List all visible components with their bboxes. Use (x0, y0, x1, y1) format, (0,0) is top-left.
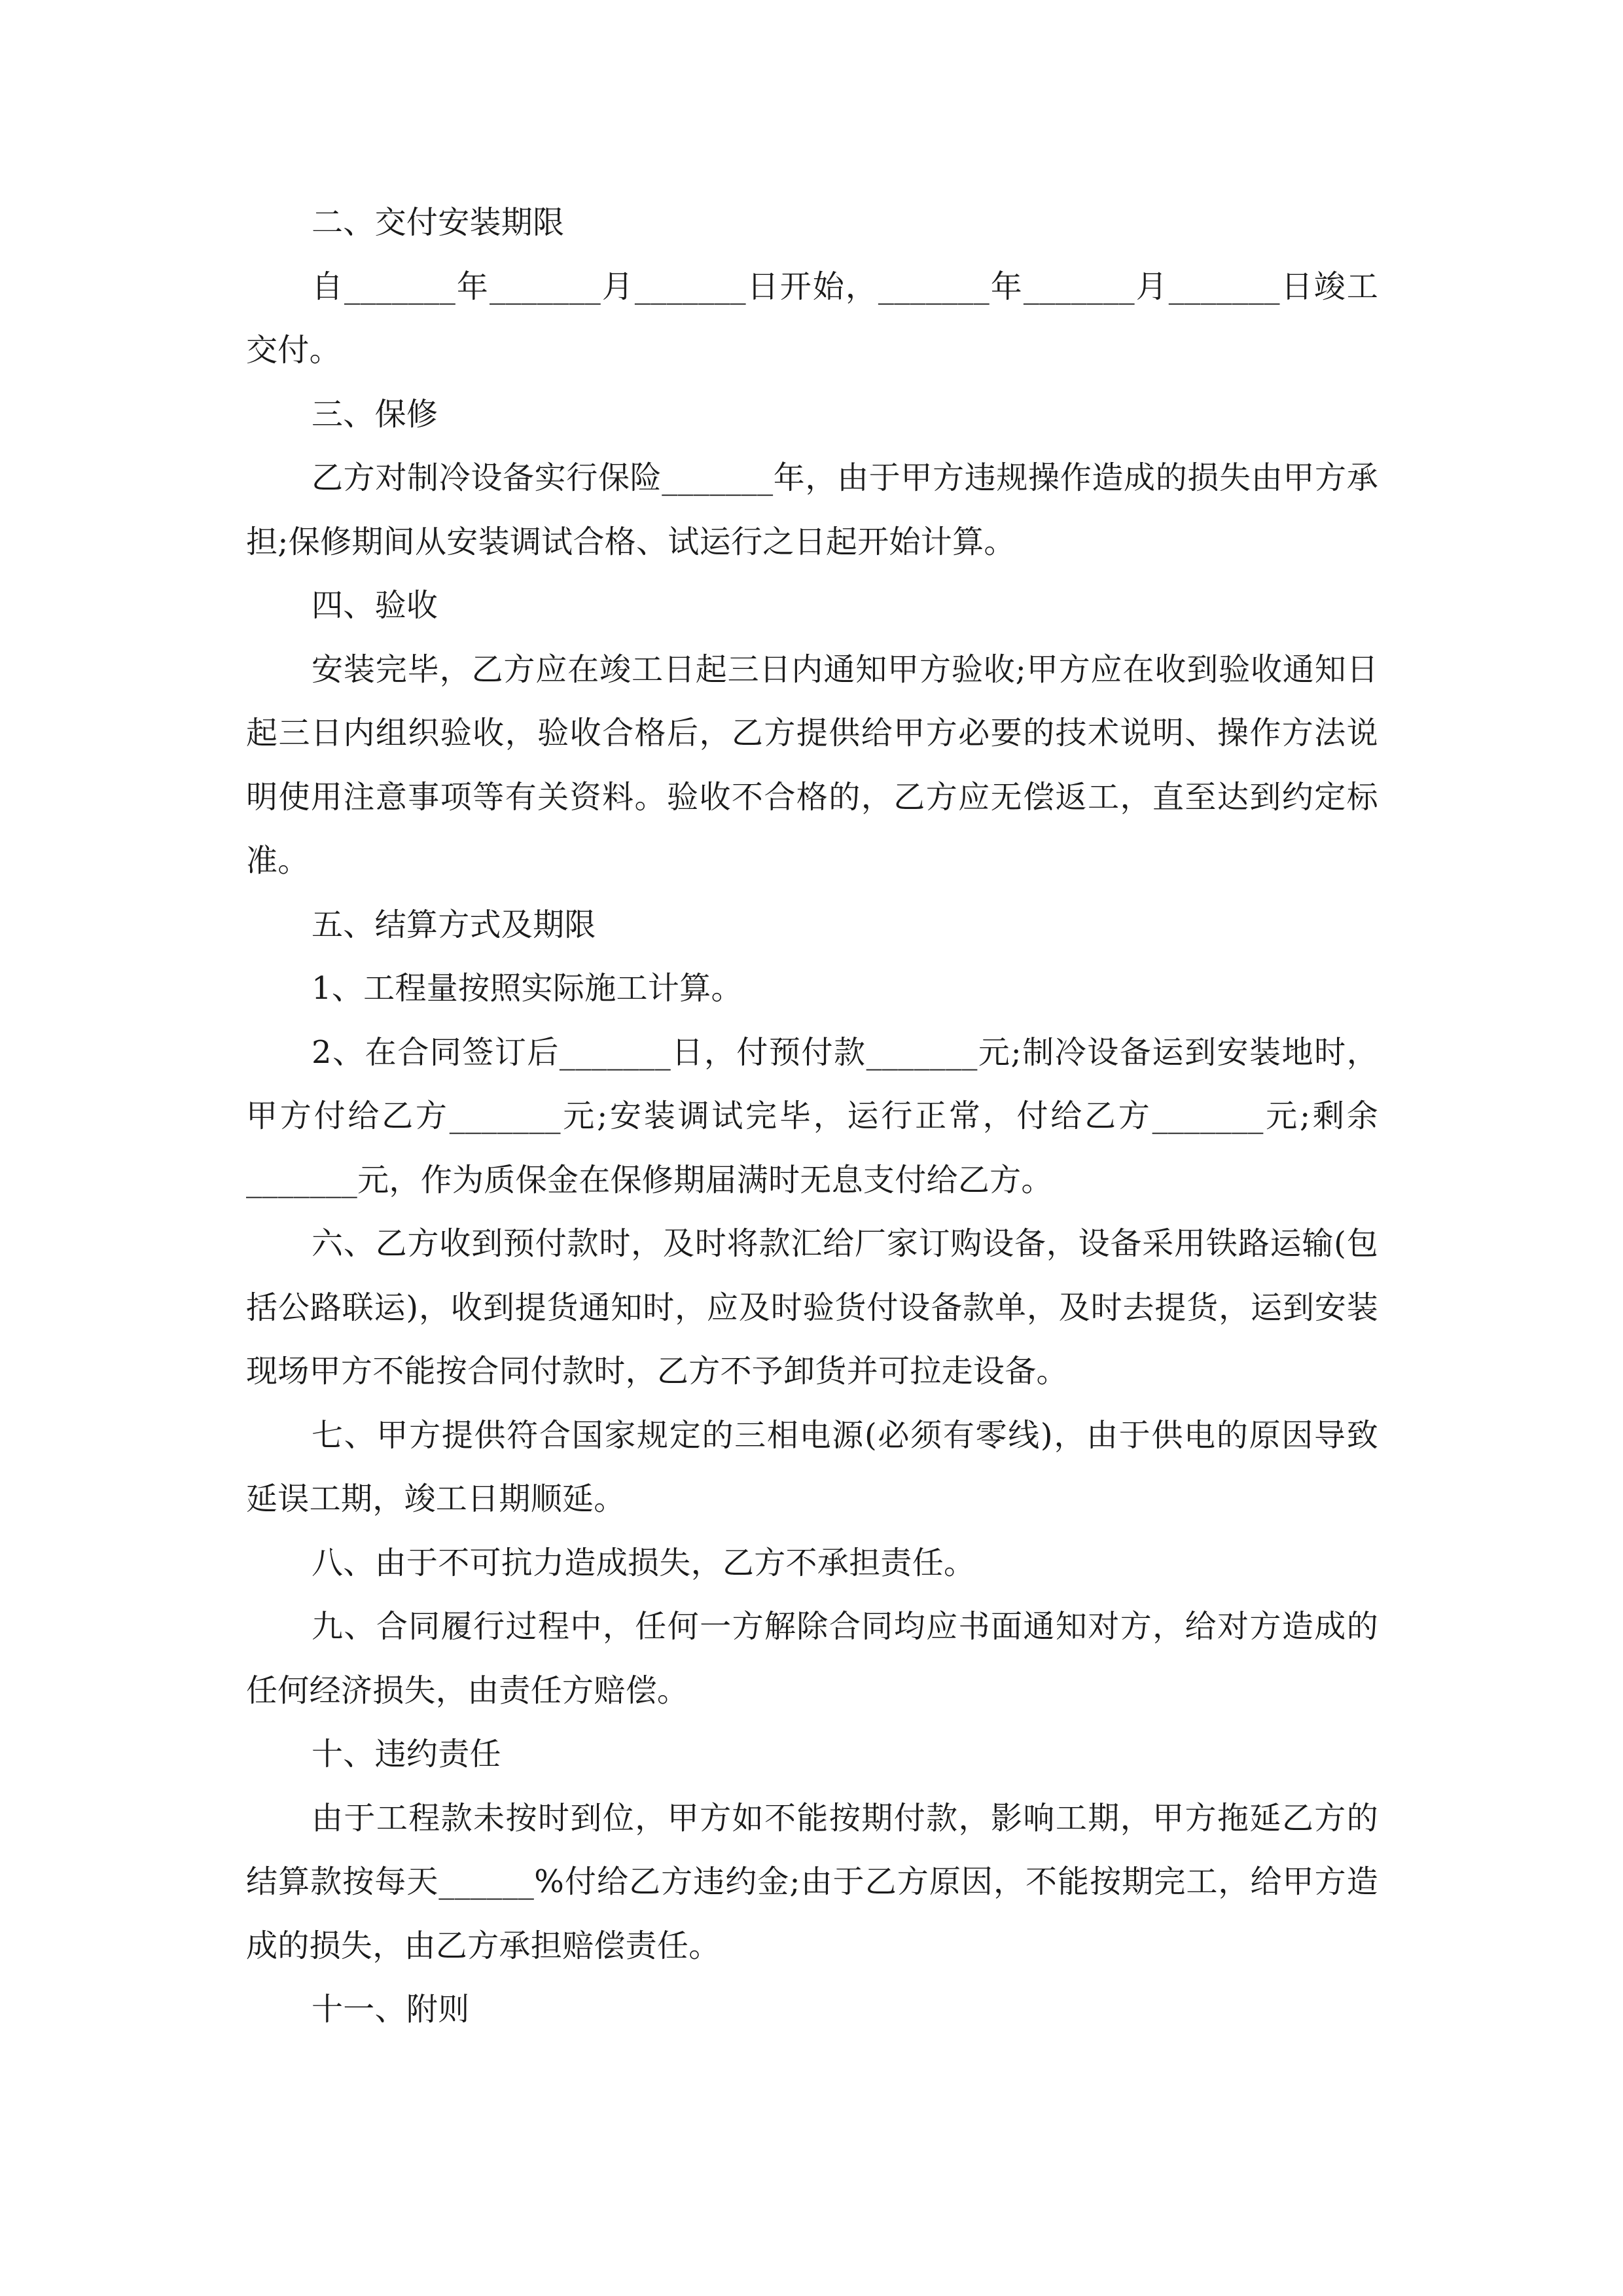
paragraph-acceptance: 安装完毕，乙方应在竣工日起三日内通知甲方验收;甲方应在收到验收通知日起三日内组织验收，验收合格后，乙方提供给甲方必要的技术说明、操作方法说明使用注意事项等有关资料。验收不合格的，乙方应无偿返工，直至达到约定标准。 (246, 651, 1378, 879)
paragraph-clause-8: 八、由于不可抗力造成损失，乙方不承担责任。 (312, 1544, 976, 1581)
paragraph-clause-7: 七、甲方提供符合国家规定的三相电源(必须有零线)，由于供电的原因导致延误工期，竣工日期顺延。 (246, 1416, 1378, 1517)
section-heading-delivery: 二、交付安装期限 (312, 204, 565, 241)
paragraph-delivery-dates: 自_______年_______月_______日开始，_______年_______月_______日竣工交付。 (246, 268, 1378, 368)
paragraph-clause-9: 九、合同履行过程中，任何一方解除合同均应书面通知对方，给对方造成的任何经济损失，由责任方赔偿。 (246, 1608, 1378, 1709)
section-heading-liability: 十、违约责任 (312, 1736, 501, 1772)
paragraph-settlement-1: 1、工程量按照实际施工计算。 (312, 970, 743, 1007)
paragraph-warranty: 乙方对制冷设备实行保险_______年，由于甲方违规操作造成的损失由甲方承担;保修期间从安装调试合格、试运行之日起开始计算。 (246, 459, 1378, 560)
paragraph-liability: 由于工程款未按时到位，甲方如不能按期付款，影响工期，甲方拖延乙方的结算款按每天______%付给乙方违约金;由于乙方原因，不能按期完工，给甲方造成的损失，由乙方承担赔偿责任。 (246, 1799, 1378, 1964)
paragraph-clause-6: 六、乙方收到预付款时，及时将款汇给厂家订购设备，设备采用铁路运输(包括公路联运)，收到提货通知时，应及时验货付设备款单，及时去提货，运到安装现场甲方不能按合同付款时，乙方不予卸货并可拉走设备。 (246, 1225, 1378, 1390)
section-heading-settlement: 五、结算方式及期限 (312, 906, 596, 943)
section-heading-acceptance: 四、验收 (312, 587, 438, 624)
section-heading-warranty: 三、保修 (312, 395, 438, 433)
section-heading-appendix: 十一、附则 (312, 1991, 470, 2028)
paragraph-settlement-2: 2、在合同签订后_______日，付预付款_______元;制冷设备运到安装地时，甲方付给乙方_______元;安装调试完毕，运行正常，付给乙方_______元;剩余_______元，作为质保金在保修期届满时无息支付给乙方。 (246, 1033, 1378, 1198)
document-body (246, 191, 1378, 2042)
